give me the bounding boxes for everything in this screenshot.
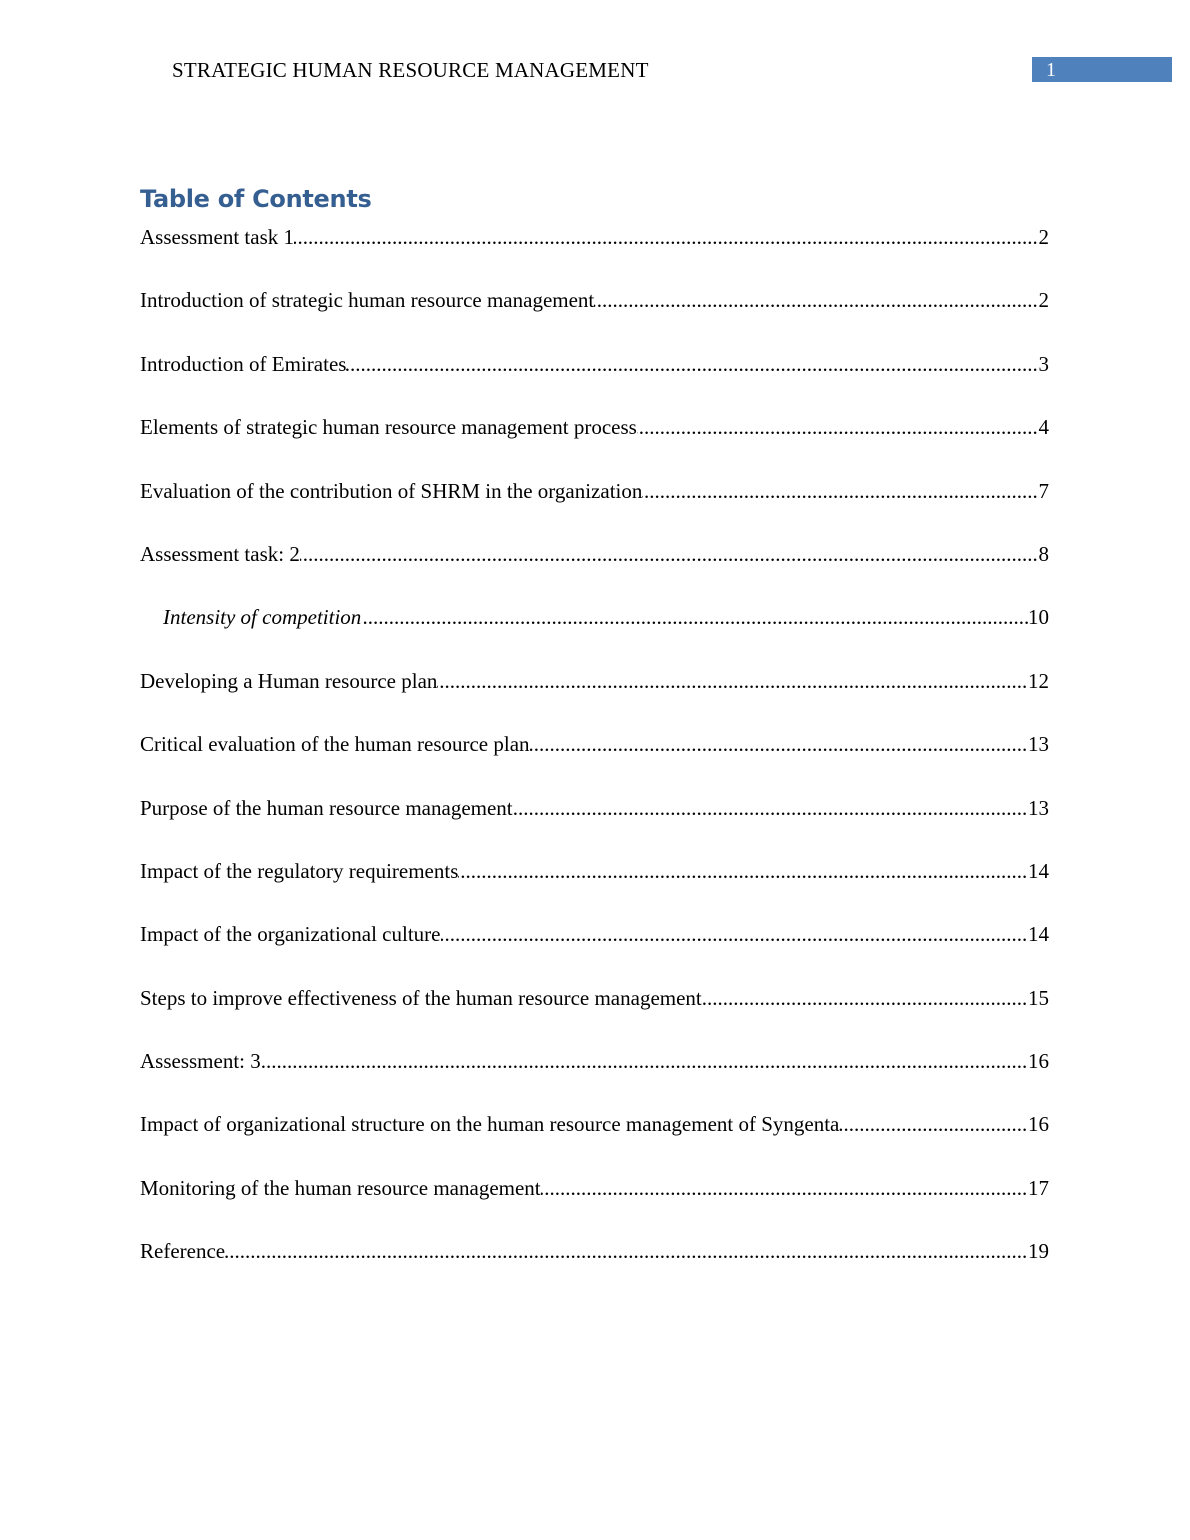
toc-entry-title: Introduction of strategic human resource management (140, 288, 595, 313)
toc-entry-page: 17 (1028, 1175, 1049, 1200)
toc-entry-page: 7 (1038, 478, 1049, 503)
toc-entry-title: Steps to improve effectiveness of the human resource management (140, 985, 702, 1010)
toc-entry[interactable] (140, 922, 1049, 985)
toc-entry-page: 14 (1028, 858, 1049, 883)
toc-entry-page: 4 (1038, 415, 1049, 440)
toc-entry-title: Critical evaluation of the human resource plan (140, 732, 530, 757)
toc-entry-title: Impact of the organizational culture (140, 922, 441, 947)
toc-entry[interactable] (140, 1112, 1049, 1175)
toc-entry-page: 19 (1028, 1239, 1049, 1264)
table-of-contents (140, 225, 1049, 1303)
page-number: 1 (1046, 59, 1056, 81)
toc-entry[interactable] (140, 732, 1049, 795)
toc-entry-title: Monitoring of the human resource management (140, 1175, 541, 1200)
toc-entry[interactable] (140, 796, 1049, 859)
toc-entry-page: 13 (1028, 732, 1049, 757)
toc-entry-page: 2 (1038, 225, 1049, 249)
toc-entry-title: Evaluation of the contribution of SHRM in the organization (140, 478, 643, 503)
toc-heading: Table of Contents (140, 185, 372, 213)
toc-entry-title: Impact of organizational structure on the human resource management of Syngenta (140, 1112, 840, 1137)
toc-entry-page: 3 (1038, 351, 1049, 376)
toc-entry-title: Intensity of competition (163, 605, 362, 630)
toc-entry-page: 14 (1028, 922, 1049, 947)
toc-entry-title: Assessment task 1 (140, 225, 294, 249)
toc-entry[interactable] (140, 986, 1049, 1049)
toc-entry-title: Assessment: 3 (140, 1049, 261, 1074)
toc-entry-title: Assessment task: 2 (140, 541, 300, 566)
toc-entry-page: 12 (1028, 668, 1049, 693)
page-number-box (1032, 57, 1172, 82)
toc-entry[interactable] (140, 1049, 1049, 1112)
toc-entry-page: 2 (1038, 288, 1049, 313)
toc-entry-title: Reference (140, 1239, 226, 1264)
toc-entry[interactable] (140, 542, 1049, 605)
toc-entry-page: 13 (1028, 795, 1049, 820)
toc-entry[interactable] (140, 859, 1049, 922)
toc-entry-page: 10 (1028, 605, 1049, 630)
toc-entry[interactable] (140, 352, 1049, 415)
toc-entry[interactable] (140, 479, 1049, 542)
running-header-title: STRATEGIC HUMAN RESOURCE MANAGEMENT (172, 58, 649, 82)
toc-entry[interactable] (140, 288, 1049, 351)
toc-entry-page: 15 (1028, 985, 1049, 1010)
toc-entry-title: Elements of strategic human resource management process (140, 415, 637, 440)
dot-leader (140, 1049, 1049, 1074)
dot-leader (140, 1239, 1049, 1264)
toc-entry[interactable] (140, 1239, 1049, 1302)
toc-entry[interactable] (140, 415, 1049, 478)
toc-entry[interactable] (140, 669, 1049, 732)
toc-entry-title: Purpose of the human resource management (140, 795, 513, 820)
toc-entry[interactable] (140, 225, 1049, 288)
toc-entry-sub[interactable] (140, 605, 1049, 668)
toc-entry[interactable] (140, 1176, 1049, 1239)
toc-entry-title: Impact of the regulatory requirements (140, 858, 459, 883)
toc-entry-page: 8 (1038, 541, 1049, 566)
toc-entry-title: Introduction of Emirates (140, 351, 347, 376)
toc-entry-page: 16 (1028, 1049, 1049, 1074)
toc-entry-title: Developing a Human resource plan (140, 668, 438, 693)
toc-entry-page: 16 (1028, 1112, 1049, 1137)
